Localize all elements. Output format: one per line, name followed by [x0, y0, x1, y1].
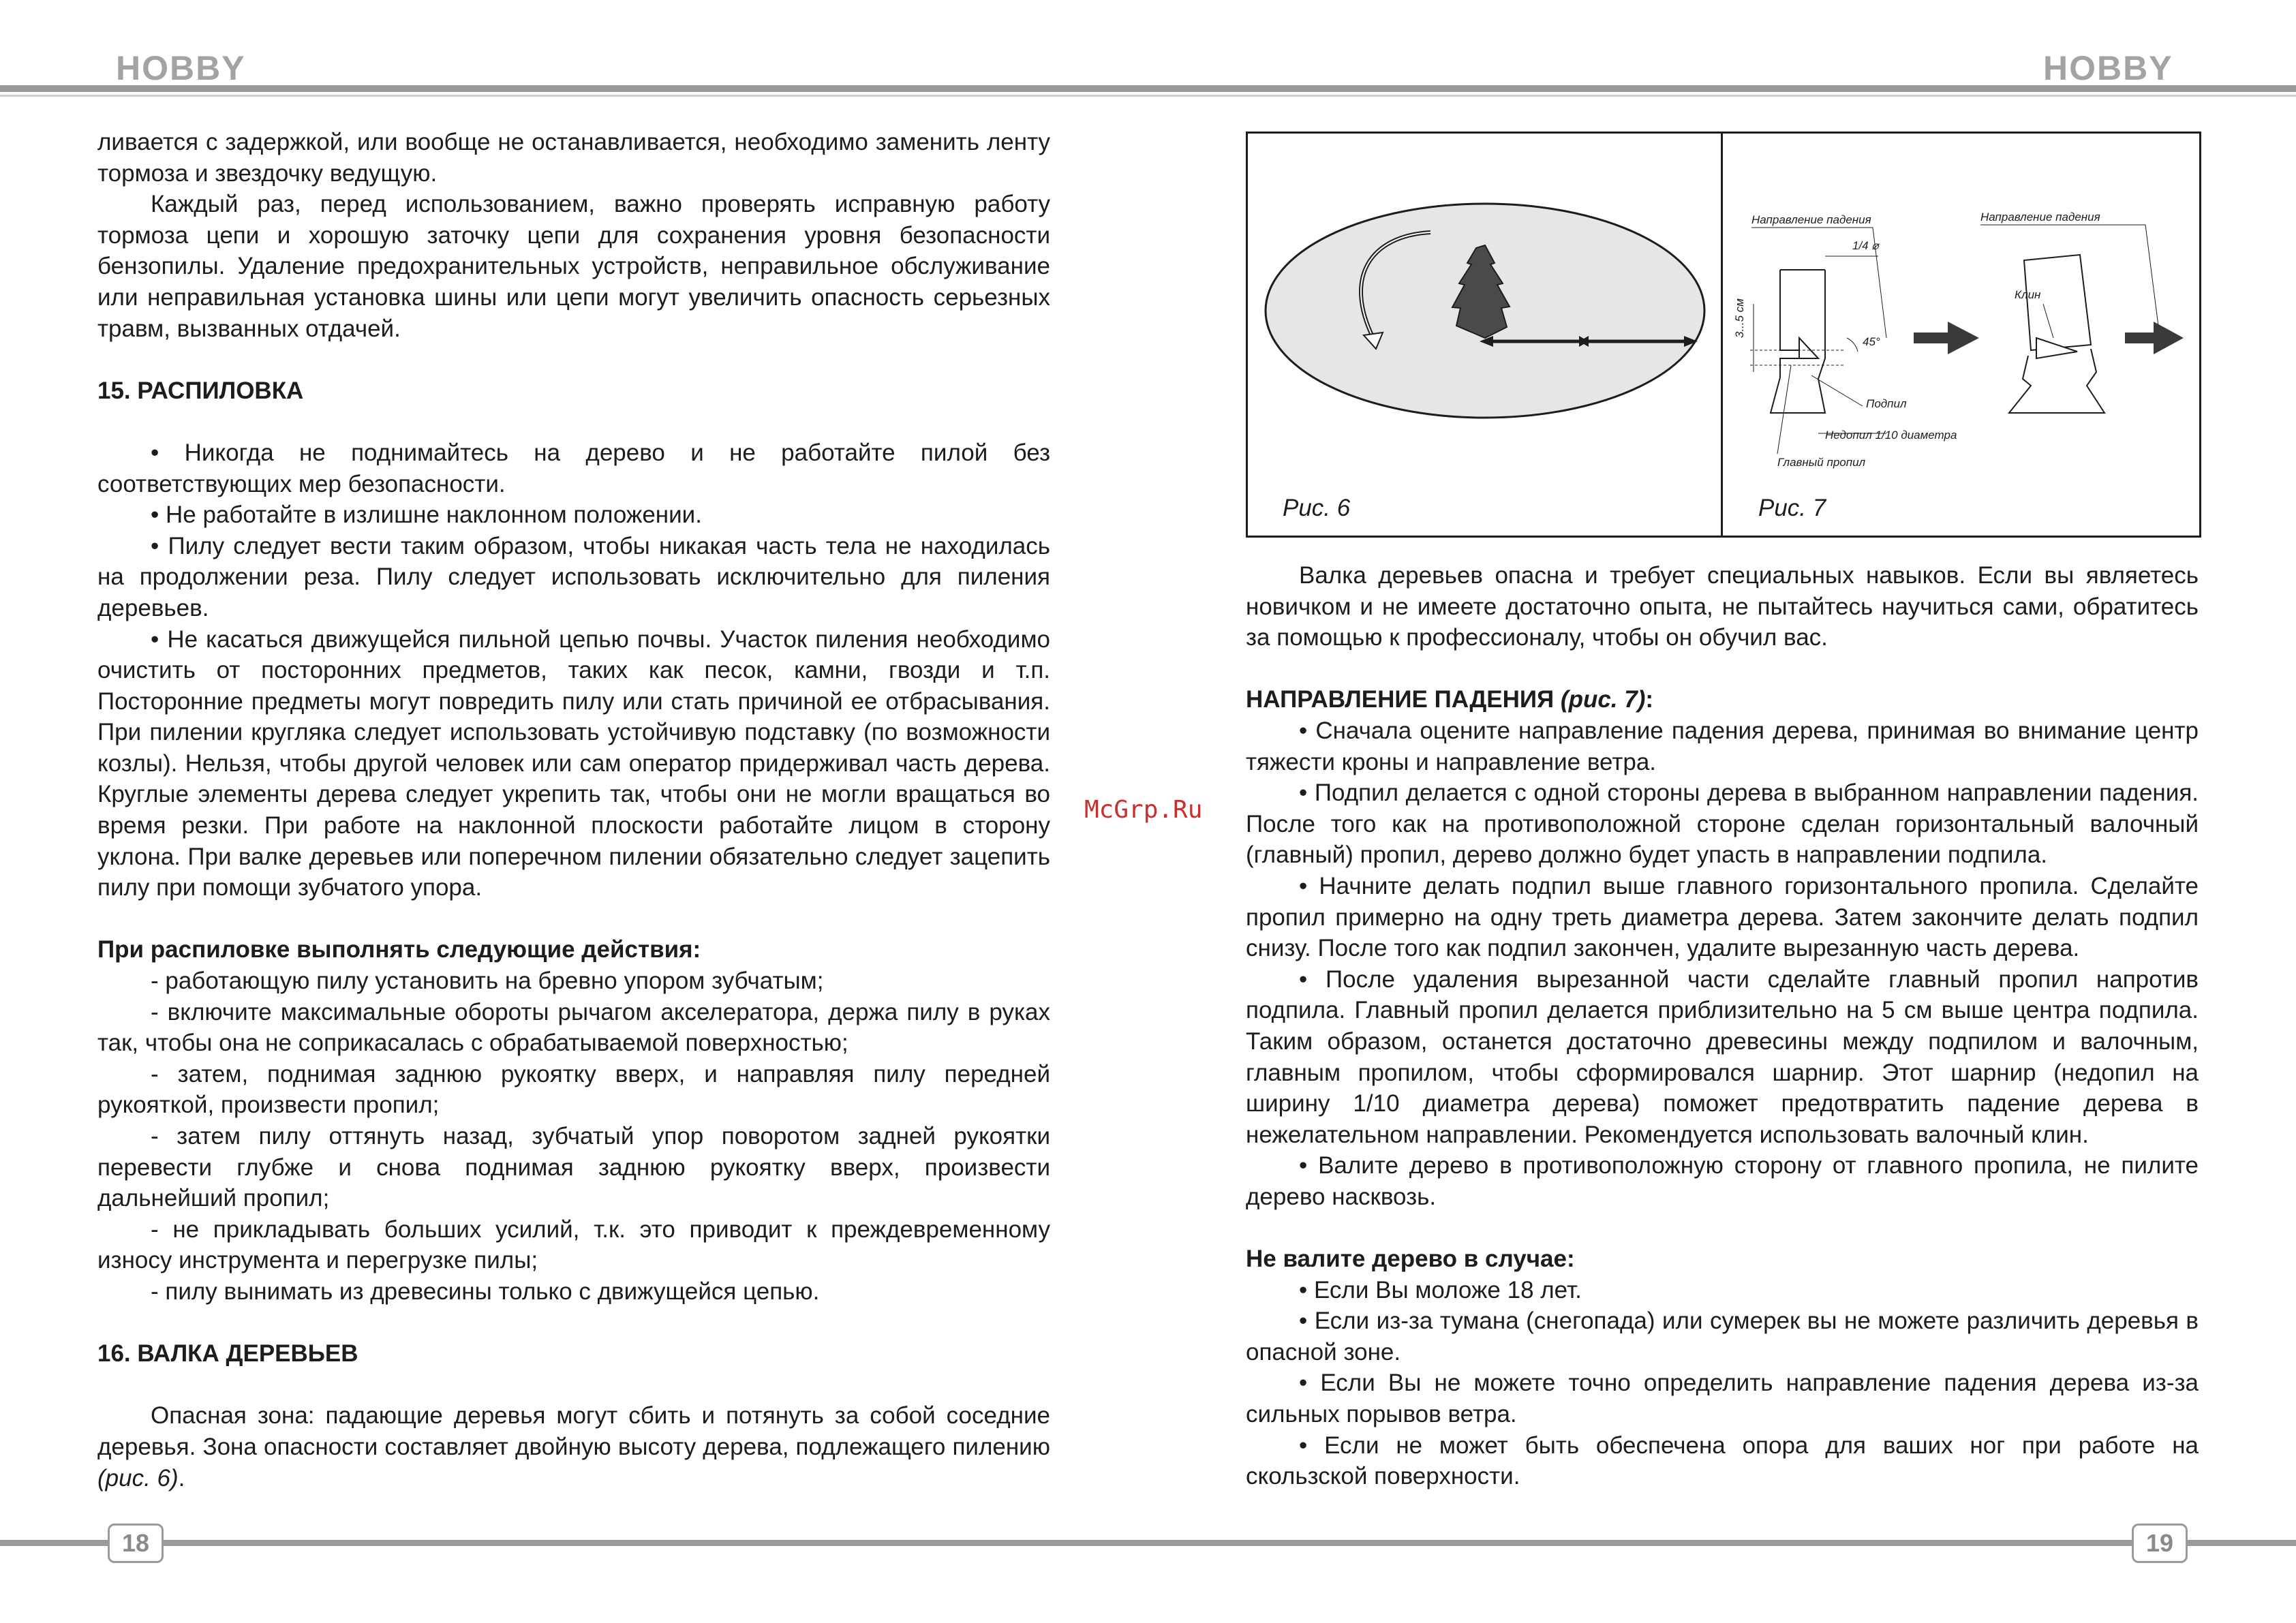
paragraph: ливается с задержкой, или вообще не останавливается, необходимо заменить ленту тормоза и звездочку ведущую.	[97, 129, 1050, 187]
left-page-column	[97, 127, 1050, 1494]
fig7-label-wedge: Клин	[2015, 288, 2041, 301]
right-page-column	[1246, 560, 2199, 1492]
logo-left-word: HOBBY	[116, 49, 246, 87]
paragraph: Каждый раз, перед использованием, важно проверять исправную работу тормоза цепи и хорошую заточку цепи для сохранения уровня безопасности бензопилы. Удаление предохранительных устройств, неправильное обслуживание или неправильная установка шины или цепи могут увеличить опасность серьезных травм, вызванных отдачей.	[97, 191, 1050, 342]
fig-7-reference: (рис. 7)	[1560, 686, 1646, 713]
danger-zone-text: Опасная зона: падающие деревья могут сбить и потянуть за собой соседние деревья. Зона опасности составляет двойную высоту дерева, подлежащего пилению	[97, 1402, 1050, 1460]
page-number-right: 19	[2132, 1524, 2188, 1563]
logo-right-word: HOBBY	[2043, 49, 2173, 87]
fig7-trunk-left	[1771, 270, 1825, 413]
bullet-item: • Подпил делается с одной стороны дерева в выбранном направлении падения. После того как на противоположной стороне сделан горизонтальный валочный (главный) пропил, дерево должно будет упасть в направлении подпила.	[1246, 779, 2199, 869]
fig7-label-hinge: Недопил 1/10 диаметра	[1825, 429, 1957, 442]
bullet-item: • Начните делать подпил выше главного горизонтального пропила. Сделайте пропил примерно на одну треть диаметра дерева. Затем закончите делать подпил снизу. После того как подпил закончен, удалите вырезанную часть дерева.	[1246, 872, 2199, 962]
fig7-arrow-left	[1914, 322, 1979, 354]
action-item: - затем, поднимая заднюю рукоятку вверх, и направляя пилу передней рукояткой, произвести пропил;	[97, 1060, 1050, 1119]
fig7-label-height: 3...5 см	[1733, 298, 1746, 338]
logo-left	[116, 49, 246, 97]
fig7-label-notch: Подпил	[1866, 397, 1907, 410]
bullet-item: • Если из-за тумана (снегопада) или сумерек вы не можете различить деревья в опасной зоне.	[1246, 1308, 2199, 1365]
logo-right	[2043, 49, 2173, 97]
fig7-label-direction-left: Направление падения	[1751, 213, 1871, 226]
action-item: - затем пилу оттянуть назад, зубчатый упор поворотом задней рукоятки перевести глубже и снова поднимая заднюю рукоятку вверх, произвести дальнейший пропил;	[97, 1123, 1050, 1212]
header-rule	[0, 85, 2296, 92]
danger-zone-end: .	[178, 1464, 185, 1491]
bullet-item: • Пилу следует вести таким образом, чтобы никакая часть тела не находилась на продолжении реза. Пилу следует использовать исключительно для пиления деревьев.	[97, 532, 1050, 621]
footer-rule	[0, 1540, 2296, 1546]
action-item: - не прикладывать больших усилий, т.к. это приводит к преждевременному износу инструмента и перегрузке пилы;	[97, 1216, 1050, 1274]
bullet-item: • Если Вы не можете точно определить направление падения дерева из-за сильных порывов ветра.	[1246, 1370, 2199, 1428]
bullet-item: • После удаления вырезанной части сделайте главный пропил напротив подпила. Главный пропил делается приблизительно на 5 см выше центра подпила. Таким образом, останется достаточно древесины между подпилом и валочным, главным пропилом, чтобы сформировался шарнир. Этот шарнир (недопил на ширину 1/10 диаметра дерева) поможет предотвратить падение дерева в нежелательном направлении. Рекомендуется использовать валочный клин.	[1246, 965, 2199, 1148]
bullet-item: • Валите дерево в противоположную сторону от главного пропила, не пилите дерево насквозь.	[1246, 1152, 2199, 1210]
action-item: - работающую пилу установить на бревно упором зубчатым;	[151, 968, 824, 995]
bullet-item: • Не работайте в излишне наклонном положении.	[151, 501, 702, 529]
action-item: - включите максимальные обороты рычагом акселератора, держа пилу в руках так, чтобы она не соприкасалась с обрабатываемой поверхностью;	[97, 998, 1050, 1057]
fig7-trunk-falling	[2024, 255, 2091, 350]
fig7-label-main-cut: Главный пропил	[1777, 456, 1866, 469]
fig7-label-quarter: 1/4 ⌀	[1852, 239, 1879, 252]
fig7-stump	[2009, 349, 2104, 413]
fig7-caption: Рис. 7	[1758, 495, 1826, 521]
direction-heading-end: :	[1645, 686, 1654, 713]
watermark: McGrp.Ru	[1084, 796, 1203, 824]
fig7-label-angle: 45°	[1863, 335, 1880, 348]
header-rule-thin	[0, 95, 2296, 97]
bullet-item: • Сначала оцените направление падения дерева, принимая во внимание центр тяжести кроны и направление ветра.	[1246, 717, 2199, 775]
danger-zone-paragraph	[97, 1400, 1050, 1494]
do-not-fell-heading: Не валите дерево в случае:	[1246, 1246, 1575, 1273]
fig7-arrow-right	[2125, 322, 2184, 354]
fig6-caption: Рис. 6	[1283, 495, 1351, 521]
page-number-left: 18	[108, 1524, 164, 1563]
bullet-item: • Не касаться движущейся пильной цепью почвы. Участок пиления необходимо очистить от посторонних предметов, таких как песок, камни, гвозди и т.п. Посторонние предметы могут повредить пилу или стать причиной ее отбрасывания. При пилении кругляка следует использовать устойчивую подставку (по возможности козлы). Нельзя, чтобы другой человек или сам оператор придерживал часть дерева. Круглые элементы дерева следует укрепить так, чтобы они не могли вращаться во время резки. При работе на наклонной плоскости работайте лицом в сторону уклона. При валке деревьев или поперечном пилении обязательно следует зацепить пилу при помощи зубчатого упора.	[97, 625, 1050, 901]
paragraph: Валка деревьев опасна и требует специальных навыков. Если вы являетесь новичком и не имеете достаточно опыта, не пытайтесь научиться сами, обратитесь за помощью к профессионалу, чтобы он обучил вас.	[1246, 562, 2199, 651]
bullet-item: • Никогда не поднимайтесь на дерево и не работайте пилой без соответствующих мер безопасности.	[97, 439, 1050, 497]
section-heading-15: 15. РАСПИЛОВКА	[97, 377, 304, 404]
fig7-label-direction-right: Направление падения	[1980, 211, 2100, 223]
bullet-item: • Если Вы моложе 18 лет.	[1299, 1276, 1582, 1303]
fig6-diagram	[1248, 134, 1719, 532]
section-heading-16: 16. ВАЛКА ДЕРЕВЬЕВ	[97, 1340, 358, 1367]
fig7-diagram	[1723, 134, 2196, 532]
fig-6-reference: (рис. 6)	[97, 1464, 179, 1491]
direction-heading-text: НАПРАВЛЕНИЕ ПАДЕНИЯ	[1246, 686, 1561, 713]
direction-heading	[1246, 684, 2199, 715]
bullet-item: • Если не может быть обеспечена опора для ваших ног при работе на скользской поверхности.	[1246, 1432, 2199, 1490]
actions-heading: При распиловке выполнять следующие действия:	[97, 936, 701, 963]
action-item: - пилу вынимать из древесины только с движущейся цепью.	[151, 1278, 820, 1305]
